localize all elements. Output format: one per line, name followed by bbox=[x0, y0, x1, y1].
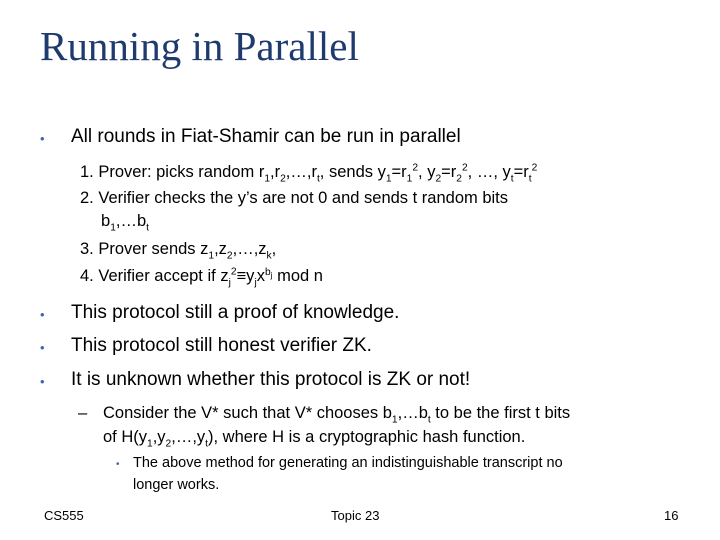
dash-marker: – bbox=[78, 404, 88, 422]
dash-item-line-2: of $H(y_1,y_2,\dots,y_t)$, where H is a cryptographic hash function. bbox=[103, 428, 526, 450]
bullet-2-text: This protocol still a proof of knowledge. bbox=[71, 302, 400, 323]
bullet-dot: • bbox=[116, 459, 120, 470]
slide-title: Running in Parallel bbox=[40, 23, 359, 69]
footer-course: CS555 bbox=[44, 508, 84, 523]
dash-item-line-1: Consider the V* such that V* chooses $b_1,\dots b_t$ to be the first t bits bbox=[103, 404, 571, 426]
sub-item-4: 4. Verifier accept if $z_j^2\equiv y_jx^{b_j}$ mod n bbox=[80, 266, 323, 289]
bullet-dot: • bbox=[40, 307, 45, 322]
sub-sub-item-line-2: longer works. bbox=[133, 477, 220, 493]
sub-item-1: 1. Prover: picks random $r_1,r_2,\dots,r_t$, sends $y_1=r_1^2$, $y_2=r_2^2$, …, $y_t=r_t^2$ bbox=[80, 162, 538, 185]
bullet-1-text: All rounds in Fiat-Shamir can be run in parallel bbox=[71, 126, 461, 147]
bullet-dot: • bbox=[40, 131, 45, 146]
sub-item-2-line-1: 2. Verifier checks the y’s are not 0 and sends t random bits bbox=[80, 189, 509, 207]
bullet-dot: • bbox=[40, 340, 45, 355]
bullet-dot: • bbox=[40, 374, 45, 389]
bullet-4-text: It is unknown whether this protocol is ZK or not! bbox=[71, 369, 471, 390]
bullet-3-text: This protocol still honest verifier ZK. bbox=[71, 335, 372, 356]
sub-item-3: 3. Prover sends $z_1,z_2,\dots,z_k$, bbox=[80, 240, 277, 262]
footer-page-number: 16 bbox=[664, 508, 679, 523]
sub-sub-item-line-1: The above method for generating an indistinguishable transcript no bbox=[133, 455, 563, 471]
footer-topic: Topic 23 bbox=[331, 508, 380, 523]
sub-item-2-line-2: $b_1,\dots b_t$ bbox=[101, 212, 149, 234]
